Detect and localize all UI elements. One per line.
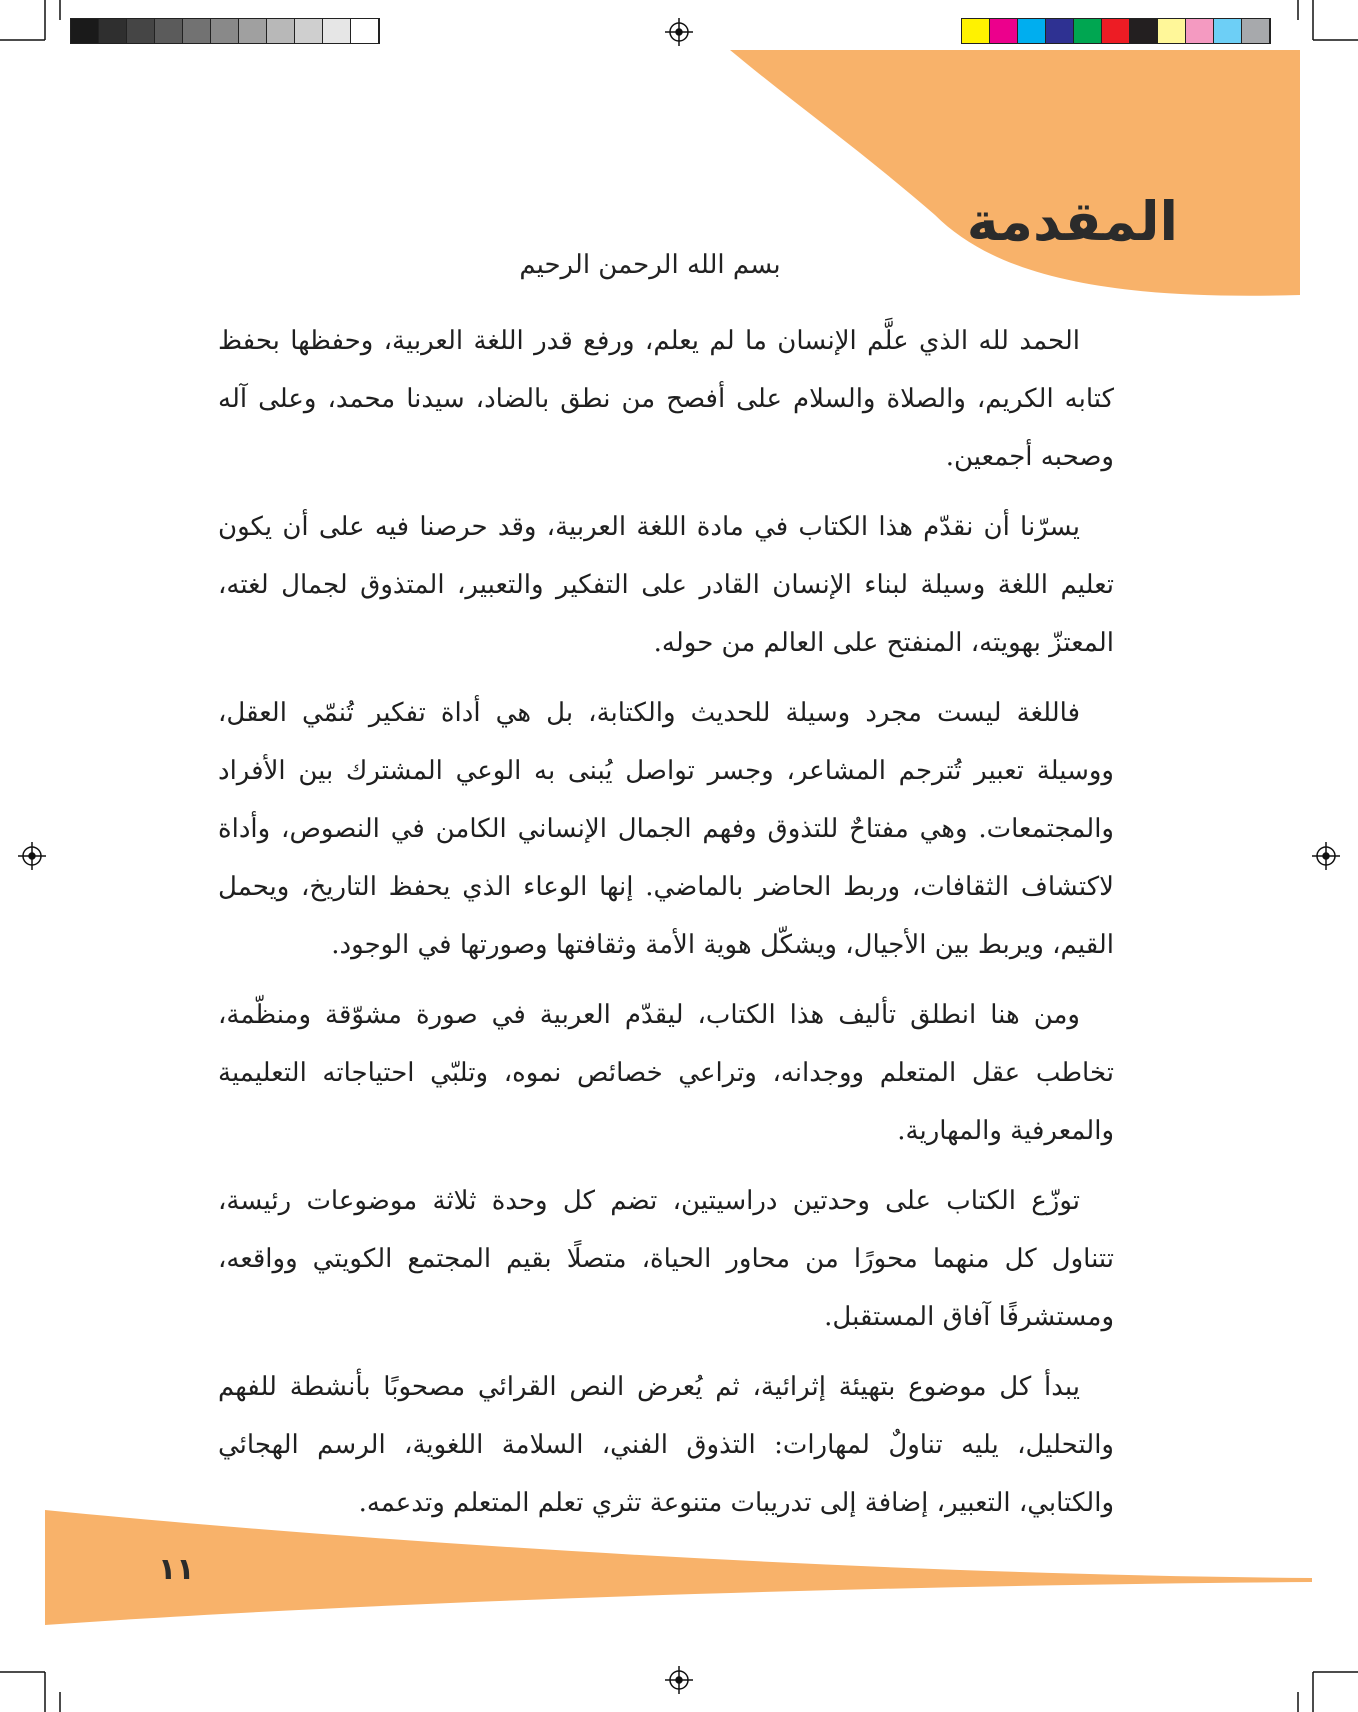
grayscale-swatch [351, 19, 379, 43]
paragraph: ومن هنا انطلق تأليف هذا الكتاب، ليقدّم العربية في صورة مشوّقة ومنظّمة، تخاطب عقل المتعلم ووجدانه، وتراعي خصائص نموه، وتلبّي احتياجاته التعليمية والمعرفية والمهارية. [218, 1000, 1114, 1146]
color-swatch [1074, 19, 1102, 43]
grayscale-calibration-bar [70, 18, 380, 44]
grayscale-swatch [155, 19, 183, 43]
registration-mark-top [665, 18, 693, 46]
color-swatch [1158, 19, 1186, 43]
color-swatch [1186, 19, 1214, 43]
color-swatch [1242, 19, 1270, 43]
body-text [218, 312, 1114, 1544]
color-swatch [1214, 19, 1242, 43]
paragraph: يسرّنا أن نقدّم هذا الكتاب في مادة اللغة العربية، وقد حرصنا فيه على أن يكون تعليم اللغة وسيلة لبناء الإنسان القادر على التفكير والتعبير، المتذوق لجمال لغته، المعتزّ بهويته، المنفتح على العالم من حوله. [218, 512, 1114, 658]
grayscale-swatch [211, 19, 239, 43]
grayscale-swatch [239, 19, 267, 43]
paragraph: توزّع الكتاب على وحدتين دراسيتين، تضم كل وحدة ثلاثة موضوعات رئيسة، تتناول كل منهما محورًا من محاور الحياة، متصلًا بقيم المجتمع الكويتي وواقعه، ومستشرفًا آفاق المستقبل. [218, 1186, 1114, 1332]
color-swatch [1130, 19, 1158, 43]
page-number: ١١ [158, 1552, 195, 1587]
basmala: بسم الله الرحمن الرحيم [519, 250, 781, 280]
color-swatch [1046, 19, 1074, 43]
color-swatch [1102, 19, 1130, 43]
grayscale-swatch [99, 19, 127, 43]
grayscale-swatch [127, 19, 155, 43]
registration-mark-right [1312, 842, 1340, 870]
grayscale-swatch [183, 19, 211, 43]
paragraph: الحمد لله الذي علَّم الإنسان ما لم يعلم، ورفع قدر اللغة العربية، وحفظها بحفظ كتابه الكريم، والصلاة والسلام على أفصح من نطق بالضاد، سيدنا محمد، وعلى آله وصحبه أجمعين. [218, 326, 1114, 472]
grayscale-swatch [295, 19, 323, 43]
paragraph: يبدأ كل موضوع بتهيئة إثرائية، ثم يُعرض النص القرائي مصحوبًا بأنشطة للفهم والتحليل، يليه تناولٌ لمهارات: التذوق الفني، السلامة اللغوية، الرسم الهجائي والكتابي، التعبير، إضافة إلى تدريبات متنوعة تثري تعلم المتعلم وتدعمه. [218, 1372, 1114, 1518]
grayscale-swatch [267, 19, 295, 43]
registration-mark-bottom [665, 1666, 693, 1694]
color-calibration-bar [961, 18, 1271, 44]
paragraph: فاللغة ليست مجرد وسيلة للحديث والكتابة، بل هي أداة تفكير تُنمّي العقل، ووسيلة تعبير تُترجم المشاعر، وجسر تواصل يُبنى به الوعي المشترك بين الأفراد والمجتمعات. وهي مفتاحٌ للتذوق وفهم الجمال الإنساني الكامن في النصوص، وأداة لاكتشاف الثقافات، وربط الحاضر بالماضي. إنها الوعاء الذي يحفظ التاريخ، ويحمل القيم، ويربط بين الأجيال، ويشكّل هوية الأمة وثقافتها وصورتها في الوجود. [218, 698, 1114, 960]
color-swatch [962, 19, 990, 43]
page-title: المقدمة [966, 190, 1178, 253]
color-swatch [1018, 19, 1046, 43]
grayscale-swatch [71, 19, 99, 43]
color-swatch [990, 19, 1018, 43]
grayscale-swatch [323, 19, 351, 43]
registration-mark-left [18, 842, 46, 870]
